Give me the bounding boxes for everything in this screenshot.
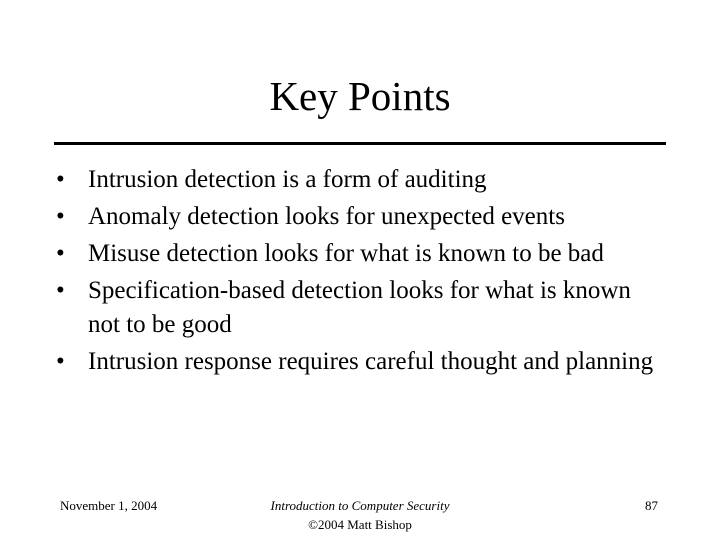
bullet-item xyxy=(56,163,656,197)
bullet-text: Intrusion detection is a form of auditing xyxy=(88,166,487,193)
bullet-text: Misuse detection looks for what is known to be bad xyxy=(88,240,604,267)
footer-course-title: Introduction to Computer Security xyxy=(270,498,450,513)
bullet-icon: • xyxy=(56,277,65,304)
slide-title: Key Points xyxy=(269,73,451,119)
bullet-icon: • xyxy=(56,240,65,267)
bullet-text: Intrusion response requires careful thought and planning xyxy=(88,348,654,375)
footer-center xyxy=(220,496,500,534)
footer-page-number: 87 xyxy=(645,498,658,513)
bullet-item xyxy=(56,345,656,379)
footer-date: November 1, 2004 xyxy=(60,498,158,513)
bullet-item xyxy=(56,274,656,342)
bullet-text: Anomaly detection looks for unexpected events xyxy=(88,203,565,230)
bullet-icon: • xyxy=(56,203,65,230)
bullet-icon: • xyxy=(56,166,65,193)
title-divider xyxy=(54,142,666,145)
bullet-item xyxy=(56,200,656,234)
bullet-icon: • xyxy=(56,348,65,375)
bullet-item xyxy=(56,237,656,271)
bullet-list xyxy=(56,163,656,382)
bullet-text: Specification-based detection looks for what is known not to be good xyxy=(88,277,631,338)
footer-copyright: ©2004 Matt Bishop xyxy=(308,517,412,532)
